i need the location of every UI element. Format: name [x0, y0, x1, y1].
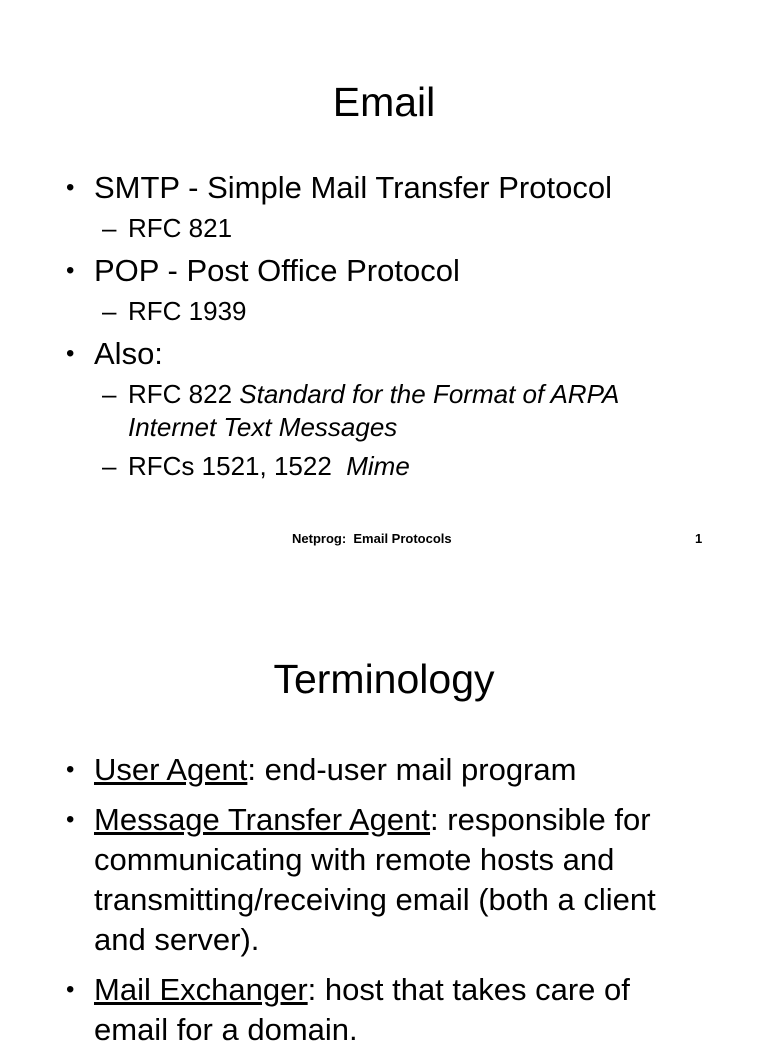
sub-bullet-item — [0, 212, 768, 245]
sub-bullet-text: RFC 821 — [128, 213, 233, 243]
term: Message Transfer Agent — [94, 802, 431, 837]
bullet-item — [0, 168, 768, 208]
bullet-icon: • — [66, 756, 75, 783]
sub-bullet-text: RFC 822 — [128, 379, 240, 409]
rfc-title: Standard for the Format of ARPA Internet Text Messages — [128, 379, 619, 442]
sub-bullet-text: RFC 1939 — [128, 296, 247, 326]
dash-icon: – — [102, 296, 117, 326]
dash-icon: – — [102, 451, 117, 481]
sub-bullet-item — [0, 450, 768, 483]
bullet-text: SMTP - Simple Mail Transfer Protocol — [94, 170, 612, 205]
bullet-icon: • — [66, 976, 75, 1003]
slide-title: Terminology — [273, 656, 495, 702]
sub-bullet-item — [0, 378, 768, 444]
bullet-item — [0, 970, 768, 1050]
sub-bullet-item — [0, 295, 768, 328]
bullet-icon: • — [66, 806, 75, 833]
sub-bullet-text: RFCs 1521, 1522 — [128, 451, 347, 481]
bullet-list — [0, 750, 768, 1060]
slide-footer — [0, 530, 768, 548]
footer-text: Netprog: Email Protocols — [292, 531, 452, 546]
term: Mail Exchanger — [94, 972, 308, 1007]
bullet-text: Also: — [94, 336, 163, 371]
definition: : responsible for communicating with remote hosts and transmitting/receiving email (both a client and server). — [94, 802, 656, 957]
term: User Agent — [94, 752, 248, 787]
bullet-text: POP - Post Office Protocol — [94, 253, 460, 288]
bullet-item — [0, 750, 768, 790]
bullet-icon: • — [66, 257, 75, 284]
slide-title: Email — [332, 79, 436, 125]
definition: : host that takes care of email for a domain. — [94, 972, 630, 1047]
bullet-item — [0, 334, 768, 374]
page-number: 1 — [695, 531, 703, 546]
slide-terminology — [0, 560, 768, 1047]
rfc-title: Mime — [346, 451, 410, 481]
bullet-list — [0, 168, 768, 489]
bullet-item — [0, 251, 768, 291]
definition: : end-user mail program — [247, 752, 577, 787]
bullet-icon: • — [66, 174, 75, 201]
bullet-item — [0, 800, 768, 960]
dash-icon: – — [102, 379, 117, 409]
dash-icon: – — [102, 213, 117, 243]
bullet-icon: • — [66, 340, 75, 367]
